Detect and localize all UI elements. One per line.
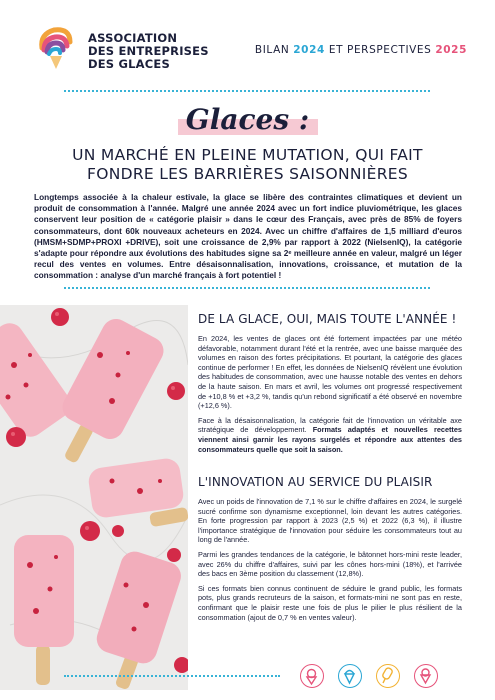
report-label xyxy=(255,44,467,56)
page-title: Glaces : xyxy=(185,103,310,136)
section-1-paragraph-1: En 2024, les ventes de glaces ont été fortement impactées par une météo défavorable, notamment durant l'été et la rentrée, avec une baisse marquée des volumes en raison des fortes précipitations. Et pourtant, la catégorie des glaces continue de performer ! En effet, les données de NielsenIQ révèlent une évolution des habitudes de consommation, avec une hausse notable des ventes en dehors de la haute saison. En mars et avril, les volumes ont progressé respectivement de +10,8 % et +3,2 %, tandis qu'un rebond significatif a été observé en novembre (+12,6 %). xyxy=(198,334,462,411)
section-seasonality xyxy=(198,312,462,459)
title-wrap xyxy=(0,103,495,136)
bilan-prefix: BILAN xyxy=(254,44,294,56)
bilan-middle: ET PERSPECTIVES xyxy=(324,44,436,56)
section-1-paragraph-2-text: Face à la désaisonnalisation, la catégorie fait de l'innovation un véritable axe stratégique de développement. xyxy=(198,415,462,435)
bilan-year-2024: 2024 xyxy=(293,44,325,56)
org-line-3: DES GLACES xyxy=(88,57,170,71)
section-1-heading: DE LA GLACE, OUI, MAIS TOUTE L'ANNÉE ! xyxy=(198,312,457,326)
pink-cone-icon xyxy=(414,664,438,688)
raspberry-popsicles-photo xyxy=(0,305,188,690)
page-subtitle xyxy=(0,146,495,184)
bottom-divider xyxy=(64,675,280,677)
pink-ice-cream-icon xyxy=(300,664,324,688)
section-innovation xyxy=(198,475,462,627)
bilan-year-2025: 2025 xyxy=(435,44,467,56)
org-line-2: DES ENTREPRISES xyxy=(88,44,209,58)
subtitle-line-2: FONDRE LES BARRIÈRES SAISONNIÈRES xyxy=(87,165,408,183)
section-1-paragraph-2 xyxy=(198,416,462,454)
subtitle-line-1: UN MARCHÉ EN PLEINE MUTATION, QUI FAIT xyxy=(72,146,423,164)
association-logo xyxy=(30,22,80,72)
org-line-1: ASSOCIATION xyxy=(88,31,178,45)
organization-name xyxy=(88,32,209,71)
section-2-paragraph-1: Avec un poids de l'innovation de 7,1 % sur le chiffre d'affaires en 2024, le surgelé sucré confirme son dynamisme exceptionnel, loin devant les autres catégories. En forte progression par rapport à 2023 (2,5 %) et 2022 (6,3 %), il illustre l'importance stratégique de l'innovation pour séduire les consommateurs tout au long de l'année. xyxy=(198,497,462,545)
section-1-paragraph-2-bold: Formats adaptés et nouvelles recettes viennent ainsi garnir les rayons surgelés et répondre aux attentes des consommateurs quelle que soit la saison. xyxy=(198,425,462,454)
top-divider xyxy=(64,90,430,92)
mid-divider xyxy=(64,287,430,289)
section-2-paragraph-3: Si ces formats bien connus continuent de séduire le grand public, les formats pots, plus grands recruteurs de la saison, et formats-mini ne sont pas en reste, confirmant que le plaisir reste une fois de plus le pilier le plus résilient de la consommation (ajout de 0,7 % en ventes valeur). xyxy=(198,583,462,622)
blue-cone-icon xyxy=(338,664,362,688)
intro-paragraph: Longtemps associée à la chaleur estivale, la glace se libère des contraintes climatiques et devient un produit de consommation à l'année. Malgré une année 2024 avec un fort indice pluviométrique, les glaces conservent leur position de « catégorie plaisir » dans le cœur des Français, avec près de 85% de foyers consommateurs, dont 60k nouveaux acheteurs en 2024. Avec un chiffre d'affaires de 1,5 milliard d'euros (HMSM+SDMP+PROXI +DRIVE), soit une croissance de 2,9% par rapport à 2022 (NielsenIQ), la catégorie s'adapte pour répondre aux évolutions des habitudes signe sa 2ᵉ meilleure année en valeur, malgré un léger recul des ventes en volumes. Entre désaisonnalisation, innovations, croissance, et mutation de la consommation : analyse d'un marché français à fort potentiel ! xyxy=(34,192,462,281)
section-2-heading: L'INNOVATION AU SERVICE DU PLAISIR xyxy=(198,475,433,489)
yellow-popsicle-icon xyxy=(376,664,400,688)
section-2-paragraph-2: Parmi les grandes tendances de la catégorie, le bâtonnet hors-mini reste leader, avec 26% du chiffre d'affaires, suivi par les cônes hors-mini (18%), et l'arrivée des bacs en 3ème position du classement (12,8%). xyxy=(198,549,462,579)
